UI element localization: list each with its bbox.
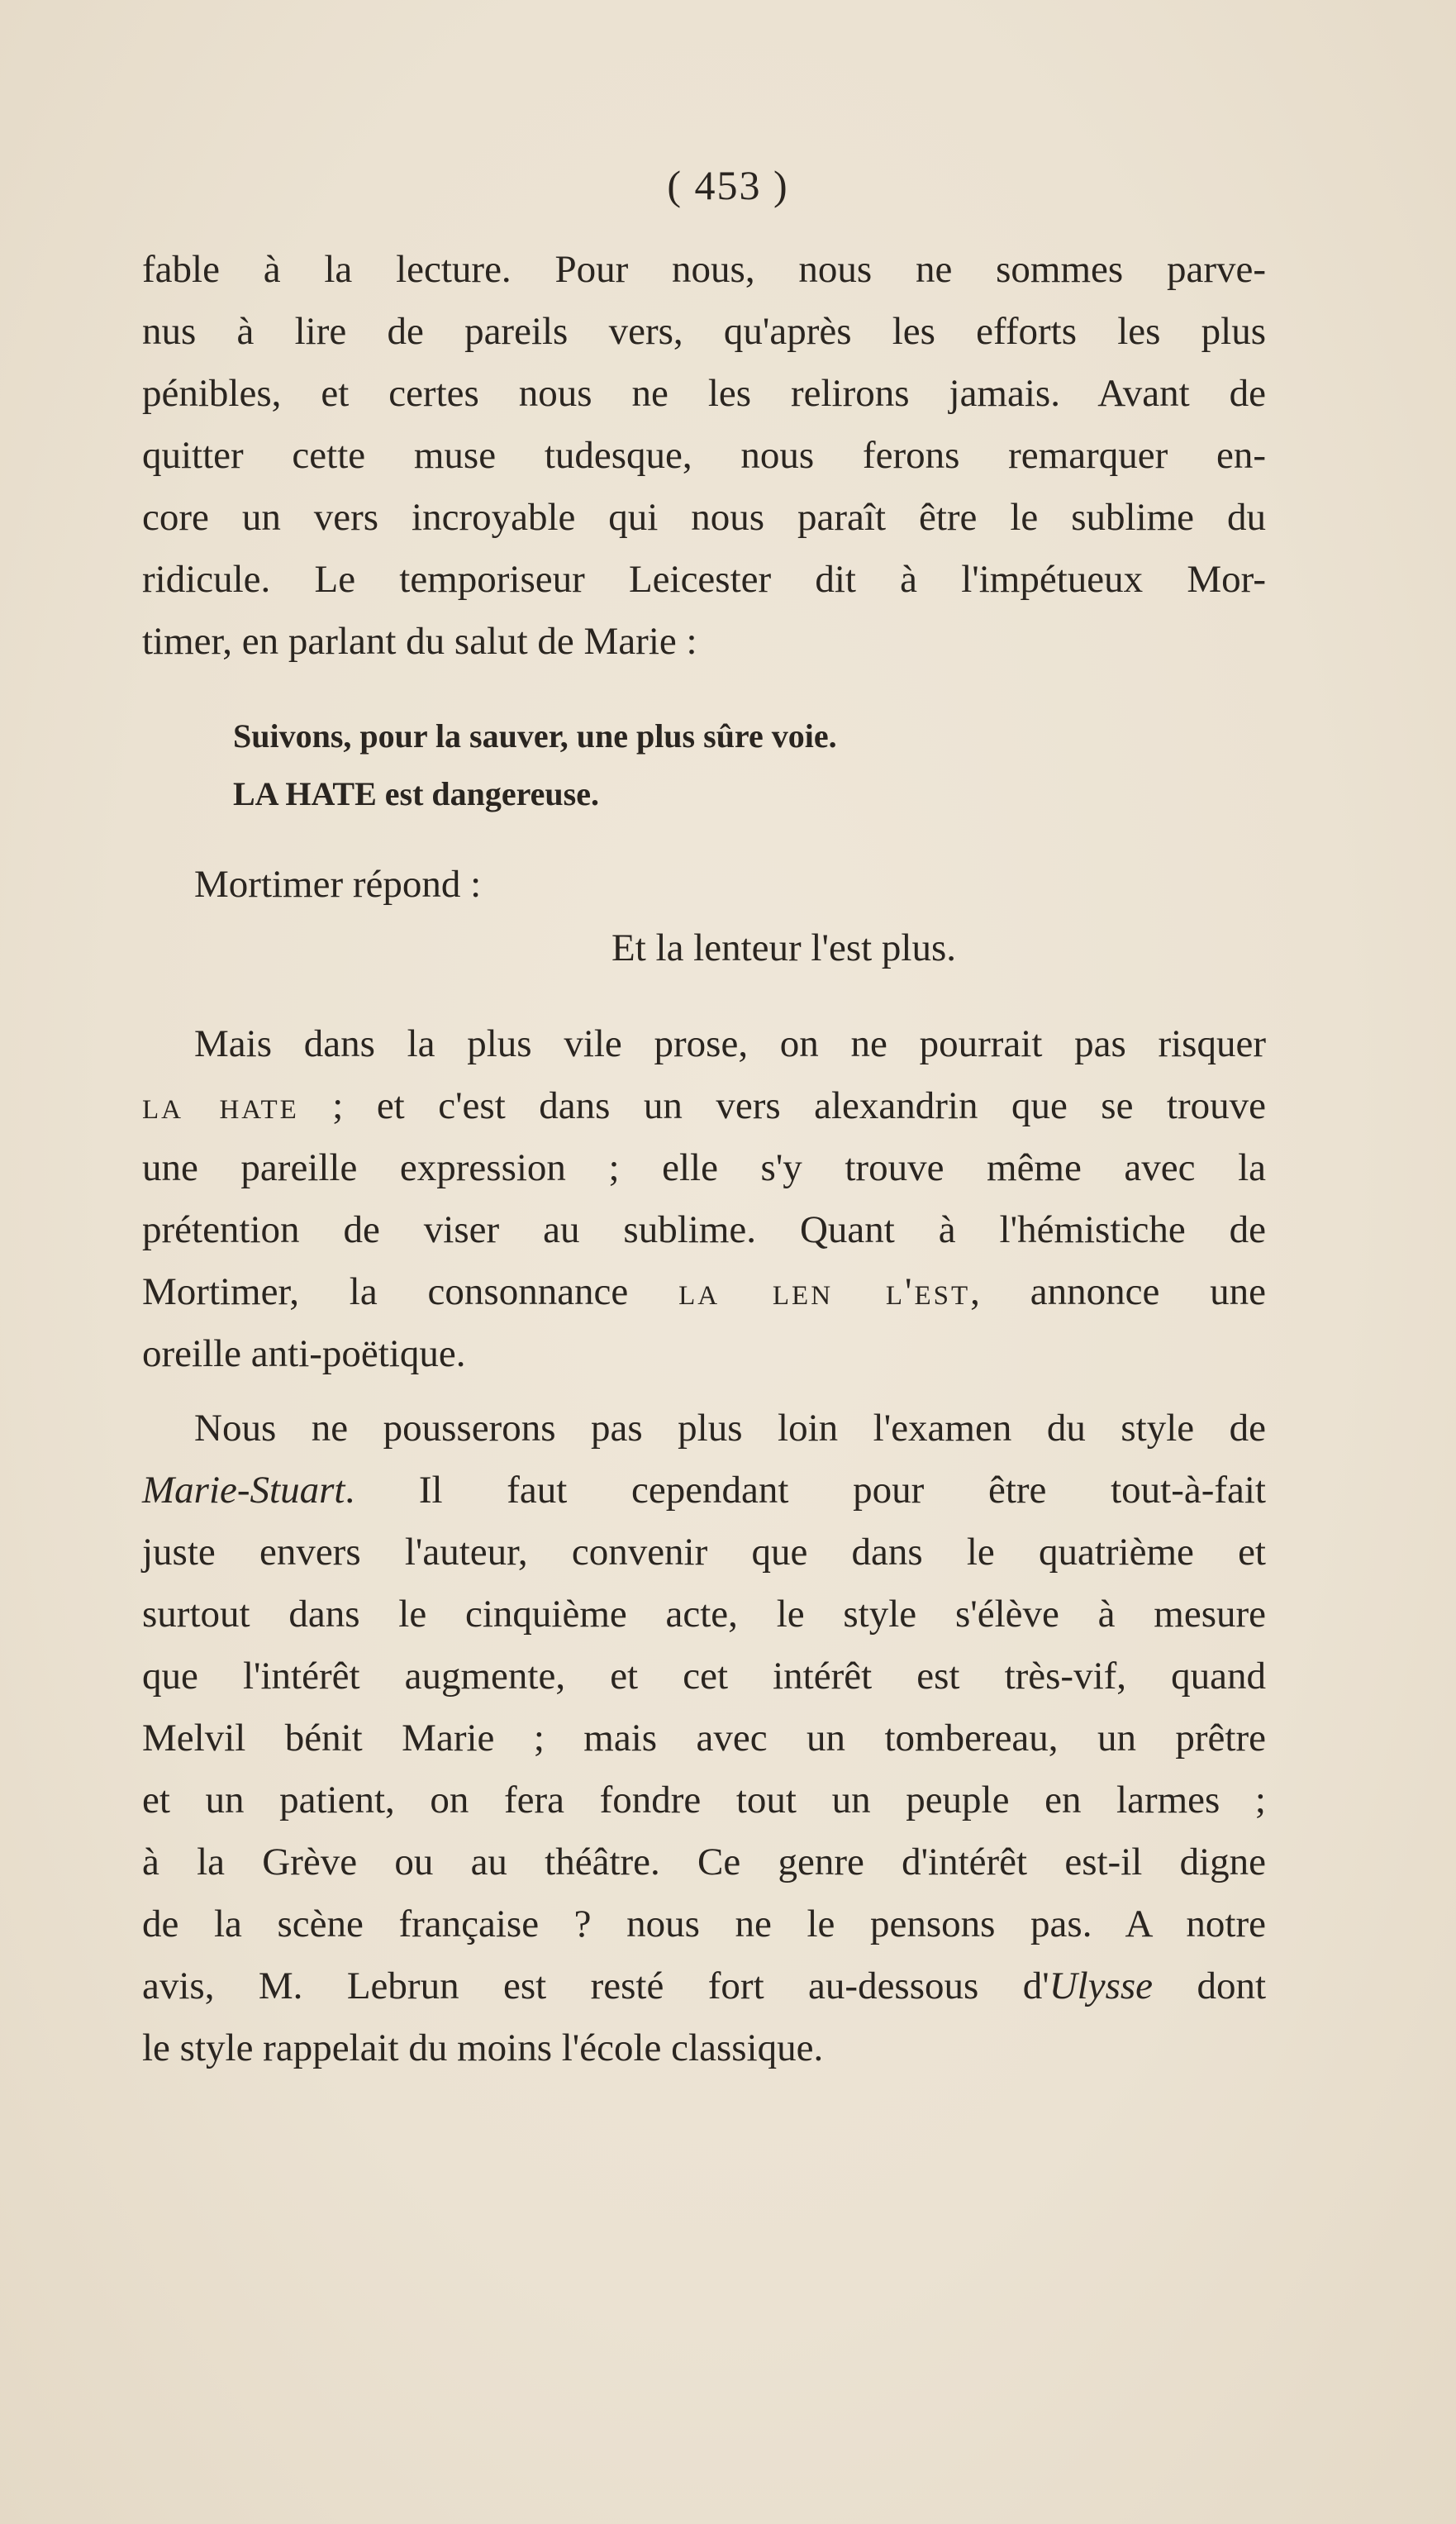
text-line: Nous ne pousserons pas plus loin l'examen du style de	[194, 1407, 1266, 1450]
text-line: nus à lire de pareils vers, qu'après les efforts les plus	[142, 310, 1266, 353]
text-line: surtout dans le cinquième acte, le style s'élève à mesure	[142, 1593, 1266, 1636]
italic-title: Ulysse	[1049, 1964, 1154, 2007]
text-span: dont	[1153, 1964, 1266, 2007]
text-span: avis, M. Lebrun est resté fort au-dessous d'	[142, 1964, 1049, 2007]
page-number: ( 453 )	[667, 162, 789, 208]
text-line: ridicule. Le temporiseur Leicester dit à l'impétueux Mor-	[142, 558, 1266, 601]
text-line: juste envers l'auteur, convenir que dans le quatrième et	[142, 1531, 1266, 1574]
verse-line: Suivons, pour la sauver, une plus sûre voie.	[233, 717, 837, 755]
text-line: Mais dans la plus vile prose, on ne pourrait pas risquer	[194, 1022, 1266, 1065]
text-line	[142, 1084, 1267, 1127]
text-line: quitter cette muse tudesque, nous ferons remarquer en-	[142, 434, 1266, 477]
italic-title: Marie-Stuart	[142, 1469, 345, 1512]
text-line	[142, 1964, 1266, 2007]
verse-reply: Et la lenteur l'est plus.	[611, 926, 957, 969]
text-line: prétention de viser au sublime. Quant à l'hémistiche de	[142, 1208, 1266, 1251]
text-line: pénibles, et certes nous ne les relirons jamais. Avant de	[142, 372, 1266, 415]
text-line: à la Grève ou au théâtre. Ce genre d'intérêt est-il digne	[142, 1841, 1266, 1883]
text-span: Mortimer, la consonnance	[142, 1270, 679, 1313]
text-line: Melvil bénit Marie ; mais avec un tombereau, un prêtre	[142, 1717, 1266, 1760]
text-line: fable à la lecture. Pour nous, nous ne sommes parve-	[142, 248, 1266, 291]
text-line	[142, 1471, 1266, 1510]
text-line: oreille anti-poëtique.	[142, 1332, 466, 1375]
text-line	[142, 1270, 1266, 1313]
verse-line: LA HATE est dangereuse.	[233, 775, 599, 812]
text-line: et un patient, on fera fondre tout un peuple en larmes ;	[142, 1779, 1266, 1822]
text-span: ; et c'est dans un vers alexandrin que se trouve	[298, 1084, 1267, 1127]
text-line: timer, en parlant du salut de Marie :	[142, 620, 697, 663]
text-span: . Il faut cependant pour être tout-à-fait	[345, 1469, 1266, 1512]
text-line: une pareille expression ; elle s'y trouve même avec la	[142, 1146, 1266, 1189]
text-span: , annonce une	[970, 1270, 1266, 1313]
text-line: que l'intérêt augmente, et cet intérêt est très-vif, quand	[142, 1655, 1266, 1698]
text-line: de la scène française ? nous ne le pensons pas. A notre	[142, 1903, 1266, 1945]
text-line: Mortimer répond :	[194, 863, 482, 906]
smallcaps-text: la hate	[142, 1084, 299, 1127]
smallcaps-text: la len l'est	[678, 1270, 971, 1313]
text-line: core un vers incroyable qui nous paraît être le sublime du	[142, 496, 1266, 539]
text-line: le style rappelait du moins l'école classique.	[142, 2026, 824, 2069]
